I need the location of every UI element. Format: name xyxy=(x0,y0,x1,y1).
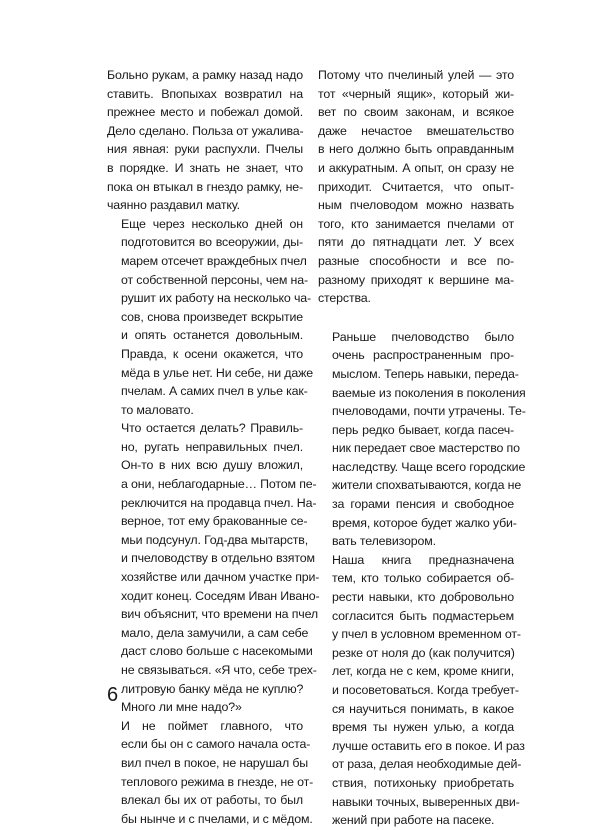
page-number: 6 xyxy=(107,684,119,706)
text-line: теплового режима в гнезде, не от- xyxy=(121,774,314,789)
text-line: реключится на продавца пчел. На- xyxy=(121,495,317,510)
text-line: навыки точных, выверенных дви- xyxy=(332,794,520,809)
text-line: пяти до пятнадцати лет. У всех xyxy=(318,235,514,250)
text-line: марем отсечет враждебных пчел xyxy=(121,253,307,268)
paragraph xyxy=(318,328,526,551)
text-line: мыслом. Теперь навыки, переда- xyxy=(332,366,519,381)
text-line: хозяйстве или дачном участке при- xyxy=(121,570,320,585)
text-line: рести навыки, кто добровольно xyxy=(332,590,514,605)
text-line: вич объяснит, что времени на пчел xyxy=(121,607,318,622)
right-column xyxy=(318,66,526,830)
text-line: тот «черный ящик», который жи- xyxy=(318,86,514,101)
text-line: в него должно быть оправданным xyxy=(318,142,514,157)
text-line: жений при работе на пасеке. xyxy=(332,813,495,828)
text-line: вил пчел в покое, не нарушал бы xyxy=(121,755,309,770)
text-line: а они, неблагодарные… Потом пе- xyxy=(121,477,317,492)
text-line: литровую банку мёда не куплю? xyxy=(121,681,304,696)
paragraph xyxy=(107,717,314,829)
text-line: время ты нужен улью, а когда xyxy=(332,720,514,735)
text-line: даже нечастое вмешательство xyxy=(318,123,514,138)
left-column xyxy=(107,66,320,828)
text-line: перь редко бывает, когда пасеч- xyxy=(332,422,514,437)
text-line: подготовится во всеоружии, ды- xyxy=(121,235,303,250)
text-line: верное, тот ему бракованные се- xyxy=(121,514,308,529)
text-line: пока он втыкал в гнездо рамку, не- xyxy=(107,179,303,194)
text-line: вать телевизором. xyxy=(332,534,436,549)
text-line: и пчеловодству в отдельно взятом xyxy=(121,551,315,566)
text-line: у пчел в условном временном от- xyxy=(332,627,521,642)
paragraph xyxy=(107,66,303,215)
text-line: приходит. Считается, что опыт- xyxy=(318,179,514,194)
text-line: Что остается делать? Правиль- xyxy=(121,421,303,436)
text-line: Наша книга предназначена xyxy=(332,552,514,567)
text-line: ствия, потихоньку приобретать xyxy=(332,775,514,790)
text-line: вет по своим законам, и всякое xyxy=(318,105,514,120)
text-line: чаянно раздавил матку. xyxy=(107,198,240,213)
text-line: даст слово больше с насекомыми xyxy=(121,644,313,659)
text-line: мало, дела замучили, а сам себе xyxy=(121,625,309,640)
text-line: лучше оставить его в покое. И раз xyxy=(332,738,525,753)
text-line: того, кто занимается пчелами от xyxy=(318,216,514,231)
text-line: Потому что пчелиный улей — это xyxy=(318,68,514,82)
text-line: Больно рукам, а рамку назад надо xyxy=(107,68,303,82)
text-line: ным пчеловодом можно назвать xyxy=(318,198,514,213)
text-line: Много ли мне надо?» xyxy=(121,700,242,715)
text-line: ния явная: руки распухли. Пчелы xyxy=(107,142,303,157)
text-line: ставить. Впопыхах возвратил на xyxy=(107,86,303,101)
text-line: рушит их работу на несколько ча- xyxy=(121,291,311,306)
text-line: то маловато. xyxy=(121,402,194,417)
text-line: время, которое будет жалко уби- xyxy=(332,515,517,530)
text-line: пчеловодами, почти утрачены. Те- xyxy=(332,404,526,419)
text-line: согласится быть подмастерьем xyxy=(332,608,514,623)
text-line: сов, снова произведет вскрытие xyxy=(121,309,303,324)
text-line: и опять останется довольным. xyxy=(121,328,303,343)
text-line: тем, кто только собирается об- xyxy=(332,571,514,586)
text-line: бы нынче и с пчелами, и с мёдом. xyxy=(121,811,313,826)
text-line: Еще через несколько дней он xyxy=(121,216,303,231)
text-line: пчелам. А самих пчел в улье как- xyxy=(121,384,308,399)
paragraph xyxy=(107,215,313,420)
text-line: влекал бы их от работы, то был xyxy=(121,793,303,808)
paragraph xyxy=(318,551,525,830)
text-line: наследству. Чаще всего городские xyxy=(332,459,526,474)
text-line: лет, когда не с кем, кроме книги, xyxy=(332,664,514,679)
text-line: за горами пенсия и свободное xyxy=(332,497,514,512)
text-line: от собственной персоны, чем на- xyxy=(121,272,308,287)
text-line: мьи подсунул. Год-два мытарств, xyxy=(121,532,309,547)
text-line: ник передает свое мастерство по xyxy=(332,441,520,456)
text-line: Раньше пчеловодство было xyxy=(332,329,514,344)
paragraph xyxy=(107,419,320,717)
text-line: жители спохватываются, когда не xyxy=(332,478,522,493)
text-line: не связываться. «Я что, себе трех- xyxy=(121,663,317,677)
text-line: разные способности и все по- xyxy=(318,253,514,268)
text-line: мёда в улье нет. Ни себе, ни даже xyxy=(121,365,313,380)
text-line: Он-то в них всю душу вложил, xyxy=(121,458,303,473)
text-line: если бы он с самого начала оста- xyxy=(121,737,311,752)
text-line: очень распространенным про- xyxy=(332,348,514,363)
text-line: но, ругать неправильных пчел. xyxy=(121,439,303,454)
paragraph xyxy=(318,66,514,308)
text-line: ся научиться понимать, в какое xyxy=(332,701,514,716)
text-line: в порядке. И знать не знает, что xyxy=(107,160,303,175)
text-line: ваемые из поколения в поколения xyxy=(332,385,526,400)
text-line: И не поймет главного, что xyxy=(121,718,303,733)
text-line: стерства. xyxy=(318,291,371,306)
text-line: прежнее место и побежал домой. xyxy=(107,105,303,120)
text-line: резке от ноля до (как получится) xyxy=(332,645,515,660)
text-line: Дело сделано. Польза от ужалива- xyxy=(107,123,304,138)
text-line: и аккуратным. А опыт, он сразу не xyxy=(318,160,514,175)
text-line: разному приходят к вершине ма- xyxy=(318,272,514,287)
text-line: ходит конец. Соседям Иван Ивано- xyxy=(121,588,320,603)
text-line: от раза, делая необходимые дей- xyxy=(332,757,522,772)
text-line: и посоветоваться. Когда требует- xyxy=(332,683,519,697)
text-line: Правда, к осени окажется, что xyxy=(121,346,303,361)
